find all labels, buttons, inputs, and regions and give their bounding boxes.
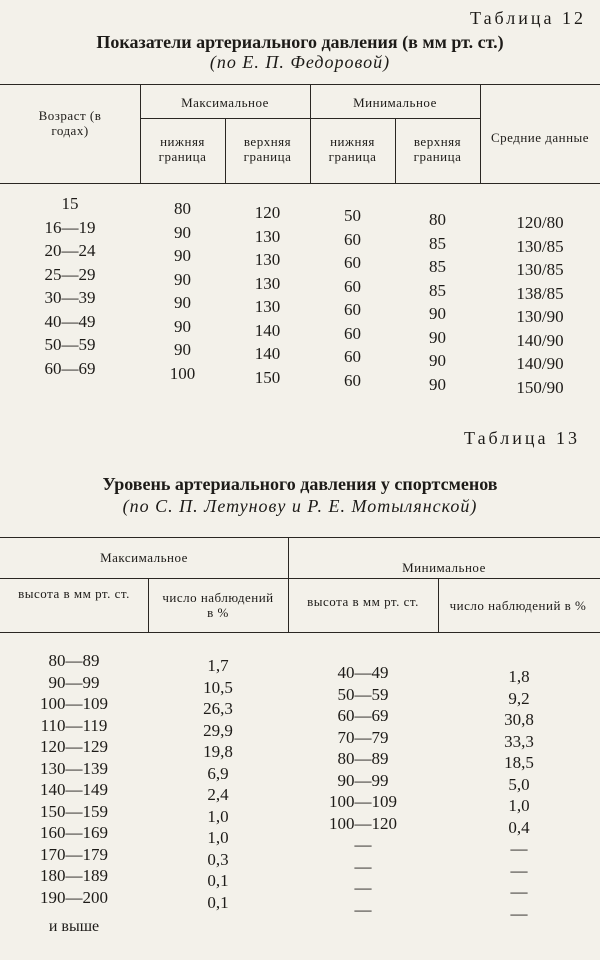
age-cell: 15	[61, 194, 79, 213]
min-lower-cell: 60	[344, 300, 361, 319]
avg-cell: 130/85	[516, 260, 564, 279]
min-lower-cell: 60	[344, 370, 361, 390]
table12-label: Таблица 12	[470, 8, 586, 28]
max-upper-cell: 130	[254, 273, 281, 293]
max-upper-cell: 150	[254, 367, 281, 387]
max-count-cell: 10,5	[203, 677, 233, 697]
max-count-cell: 2,4	[207, 785, 229, 804]
avg-cell: 150/90	[516, 377, 564, 397]
table13-label: Таблица 13	[464, 428, 580, 448]
header-max-count: число наблюдений в %	[162, 590, 274, 620]
table13-group-rule	[0, 578, 600, 579]
min-lower-cell: 60	[344, 229, 361, 249]
min-lower-cell: 60	[344, 253, 361, 272]
max-upper-cell: 130	[254, 250, 281, 269]
min-lower-cell: 50	[344, 206, 361, 225]
min-lower-cell: 60	[344, 276, 361, 296]
max-height-cell: 90—99	[48, 672, 100, 692]
header-max-upper: верхняя граница	[243, 134, 292, 164]
age-cell: 40—49	[44, 311, 96, 331]
avg-cell: 140/90	[516, 354, 564, 373]
min-count-cell: 5,0	[508, 774, 530, 794]
table13-divider	[288, 537, 289, 632]
max-count-cell: 1,7	[207, 656, 229, 675]
table12-subtitle: (по Е. П. Федоровой)	[209, 52, 391, 72]
max-height-cell: 180—189	[40, 866, 108, 885]
age-cell: 20—24	[44, 241, 96, 260]
min-height-cell: 80—89	[337, 749, 389, 768]
max-lower-cell: 90	[174, 316, 191, 336]
max-lower-cell: 90	[174, 269, 191, 289]
min-height-cell: —	[354, 856, 372, 876]
header-min-height: высота в мм рт. ст.	[307, 594, 419, 609]
table12-divider	[395, 118, 396, 183]
header-max-height: высота в мм рт. ст.	[18, 586, 130, 601]
max-height-cell: 120—129	[40, 737, 108, 756]
min-upper-cell: 85	[429, 257, 446, 276]
max-lower-cell: 100	[169, 363, 196, 383]
table13-title: Уровень артериального давления у спортсменов	[102, 474, 498, 494]
header-max-lower: нижняя граница	[158, 134, 207, 164]
min-height-cell: —	[354, 899, 372, 919]
min-lower-cell: 60	[344, 347, 361, 366]
header-avg: Средние данные	[490, 130, 590, 145]
min-upper-cell: 90	[429, 374, 446, 394]
max-count-cell: 0,1	[207, 871, 229, 890]
min-count-cell: —	[510, 860, 528, 880]
table12-divider	[480, 84, 481, 183]
avg-cell: 130/85	[516, 236, 564, 256]
min-count-cell: 0,4	[508, 817, 530, 837]
max-upper-cell: 140	[254, 344, 281, 363]
min-count-cell: —	[510, 839, 528, 858]
min-height-cell: 60—69	[337, 706, 389, 725]
min-height-cell: 100—120	[329, 813, 397, 833]
min-upper-cell: 90	[429, 327, 446, 347]
max-lower-cell: 90	[174, 340, 191, 359]
header-min: Минимальное	[402, 560, 486, 575]
header-max: Максимальное	[181, 95, 269, 110]
min-height-cell: 70—79	[337, 727, 389, 747]
max-count-cell: 6,9	[207, 763, 229, 783]
max-height-cell: 80—89	[48, 651, 100, 670]
min-height-cell: —	[354, 835, 372, 854]
min-height-cell: —	[354, 878, 372, 897]
max-count-cell: 19,8	[203, 742, 233, 761]
max-height-cell: 130—139	[40, 758, 108, 778]
min-count-cell: 18,5	[504, 753, 534, 772]
min-height-cell: 40—49	[337, 663, 389, 682]
max-count-cell: 0,1	[207, 892, 229, 912]
min-height-cell: 100—109	[329, 792, 397, 811]
header-age: Возраст (в годах)	[38, 108, 102, 138]
max-upper-cell: 130	[254, 226, 281, 246]
min-lower-cell: 60	[344, 323, 361, 343]
min-upper-cell: 90	[429, 351, 446, 370]
max-count-cell: 29,9	[203, 720, 233, 740]
max-last-suffix: и выше	[48, 918, 100, 935]
header-min-count: число наблюдений в %	[449, 598, 587, 613]
age-cell: 16—19	[44, 217, 96, 237]
age-cell: 30—39	[44, 288, 96, 307]
max-height-cell: 150—159	[40, 801, 108, 821]
max-count-cell: 26,3	[203, 699, 233, 718]
max-height-cell: 110—119	[40, 715, 108, 735]
table12-divider	[225, 118, 226, 183]
min-upper-cell: 85	[429, 280, 446, 300]
header-min-lower: нижняя граница	[328, 134, 377, 164]
min-upper-cell: 80	[429, 210, 446, 229]
age-cell: 25—29	[44, 264, 96, 284]
max-upper-cell: 130	[254, 297, 281, 316]
avg-cell: 140/90	[516, 330, 564, 350]
min-count-cell: —	[510, 882, 528, 901]
min-count-cell: 1,0	[508, 796, 530, 815]
avg-cell: 120/80	[516, 213, 564, 232]
max-count-cell: 1,0	[207, 828, 229, 847]
min-count-cell: —	[510, 903, 528, 923]
table12-title: Показатели артериального давления (в мм рт. ст.)	[96, 32, 504, 52]
table12-header-rule	[0, 183, 600, 184]
table13-divider	[148, 578, 149, 632]
max-lower-cell: 90	[174, 222, 191, 242]
min-count-cell: 9,2	[508, 688, 530, 708]
avg-cell: 138/85	[516, 283, 564, 303]
header-min: Минимальное	[353, 95, 437, 110]
age-cell: 50—59	[44, 335, 96, 354]
min-height-cell: 50—59	[337, 684, 389, 704]
header-min-upper: верхняя граница	[413, 134, 462, 164]
max-lower-cell: 90	[174, 293, 191, 312]
min-count-cell: 33,3	[504, 731, 534, 751]
max-lower-cell: 80	[174, 199, 191, 218]
avg-cell: 130/90	[516, 307, 564, 326]
header-max: Максимальное	[100, 550, 188, 565]
age-cell: 60—69	[44, 358, 96, 378]
table13-top-rule	[0, 537, 600, 538]
min-count-cell: 1,8	[508, 667, 530, 686]
max-upper-cell: 140	[254, 320, 281, 340]
max-lower-cell: 90	[174, 246, 191, 265]
min-height-cell: 90—99	[337, 770, 389, 790]
max-count-cell: 1,0	[207, 806, 229, 826]
max-height-cell: 170—179	[40, 844, 108, 864]
table13-header-rule	[0, 632, 600, 633]
min-upper-cell: 85	[429, 233, 446, 253]
max-height-cell: 190—200	[40, 887, 108, 907]
table12-top-rule	[0, 84, 600, 85]
max-height-cell: 140—149	[40, 780, 108, 799]
table13-divider	[438, 578, 439, 632]
max-count-cell: 0,3	[207, 849, 229, 869]
min-upper-cell: 90	[429, 304, 446, 323]
max-height-cell: 100—109	[40, 694, 108, 713]
min-count-cell: 30,8	[504, 710, 534, 729]
max-height-cell: 160—169	[40, 823, 108, 842]
max-upper-cell: 120	[254, 203, 281, 222]
table13-subtitle: (по С. П. Летунову и Р. Е. Мотылянской)	[122, 496, 478, 516]
